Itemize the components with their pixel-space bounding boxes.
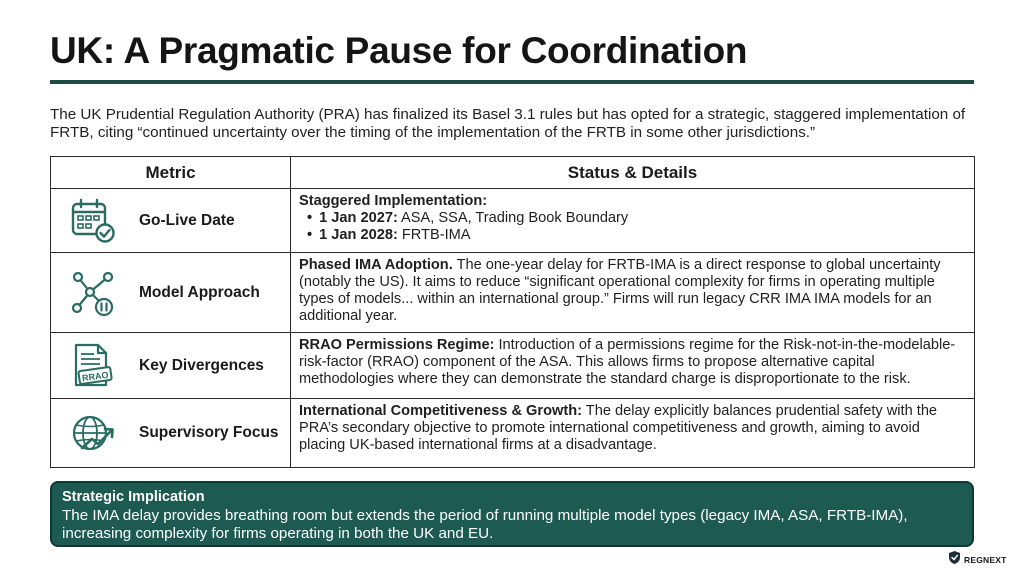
- brand-logo: [948, 550, 1007, 570]
- details-cell: [291, 333, 975, 399]
- details-heading: Staggered Implementation:: [299, 193, 488, 209]
- details-heading: International Competitiveness & Growth:: [299, 403, 582, 419]
- status-table: [50, 156, 975, 468]
- title-underline: [50, 80, 974, 84]
- metric-label: Supervisory Focus: [139, 424, 279, 441]
- details-cell: [291, 399, 975, 468]
- table-row: [51, 399, 975, 468]
- bullet-date: 1 Jan 2027:: [319, 210, 398, 226]
- bullet-text: ASA, SSA, Trading Book Boundary: [397, 210, 629, 226]
- metric-cell: [51, 399, 291, 468]
- brand-name: REGNEXT: [964, 555, 1007, 565]
- column-header-details: Status & Details: [291, 157, 975, 189]
- metric-label: Go-Live Date: [139, 211, 235, 229]
- details-cell: [291, 253, 975, 333]
- metric-cell: [51, 189, 291, 253]
- metric-label: Key Divergences: [139, 356, 264, 374]
- bullet-text: FRTB-IMA: [397, 227, 471, 243]
- metric-cell: [51, 253, 291, 333]
- calendar-check-icon: [67, 195, 119, 247]
- callout-title: Strategic Implication: [62, 489, 205, 505]
- shield-logo-icon: [948, 550, 961, 570]
- strategic-implication-callout: [50, 481, 974, 547]
- list-item: [307, 210, 966, 227]
- network-pause-icon: [67, 267, 119, 319]
- page-title: UK: A Pragmatic Pause for Coordination: [50, 30, 748, 71]
- details-text: The delay explicitly balances prudential safety with the PRA’s secondary objective to promote international competitiveness and growth, aiming to avoid placing UK-based international firms at a disadvantage.: [299, 403, 938, 453]
- table-row: [51, 253, 975, 333]
- details-heading: Phased IMA Adoption.: [299, 257, 453, 273]
- metric-label: Model Approach: [139, 283, 260, 301]
- details-text: The one-year delay for FRTB-IMA is a direct response to global uncertainty (notably the US). It aims to reduce “significant operational complexity for firms in operating multiple types of models... within an international group.” Firms will run legacy CRR IMA IMA models for an additional year.: [299, 257, 941, 324]
- callout-body: The IMA delay provides breathing room but extends the period of running multiple model types (legacy IMA, ASA, FRTB-IMA), increasing complexity for firms operating in both the UK and EU.: [62, 507, 908, 542]
- table-header-row: [51, 157, 975, 189]
- details-heading: RRAO Permissions Regime:: [299, 337, 495, 353]
- details-cell: [291, 189, 975, 253]
- details-text: Introduction of a permissions regime for the Risk-not-in-the-modelable-risk-factor (RRAO) component of the ASA. This allows firms to propose alternative capital methodologies where they can demonstrate the standard charge is disproportionate to the risk.: [299, 337, 956, 387]
- table-row: [51, 333, 975, 399]
- list-item: [307, 227, 966, 244]
- rrao-stamp-label: RRAO: [81, 369, 110, 383]
- globe-growth-icon: [67, 407, 119, 459]
- bullet-date: 1 Jan 2028:: [319, 227, 398, 243]
- intro-paragraph: The UK Prudential Regulation Authority (PRA) has finalized its Basel 3.1 rules but has opted for a strategic, staggered implementation of FRTB, citing “continued uncertainty over the timing of the implementation of the FRTB in some other jurisdictions.”: [50, 106, 966, 141]
- table-row: [51, 189, 975, 253]
- bullet-list: [299, 210, 966, 244]
- metric-cell: [51, 333, 291, 399]
- document-rrao-icon: [67, 340, 119, 392]
- column-header-metric: Metric: [51, 157, 291, 189]
